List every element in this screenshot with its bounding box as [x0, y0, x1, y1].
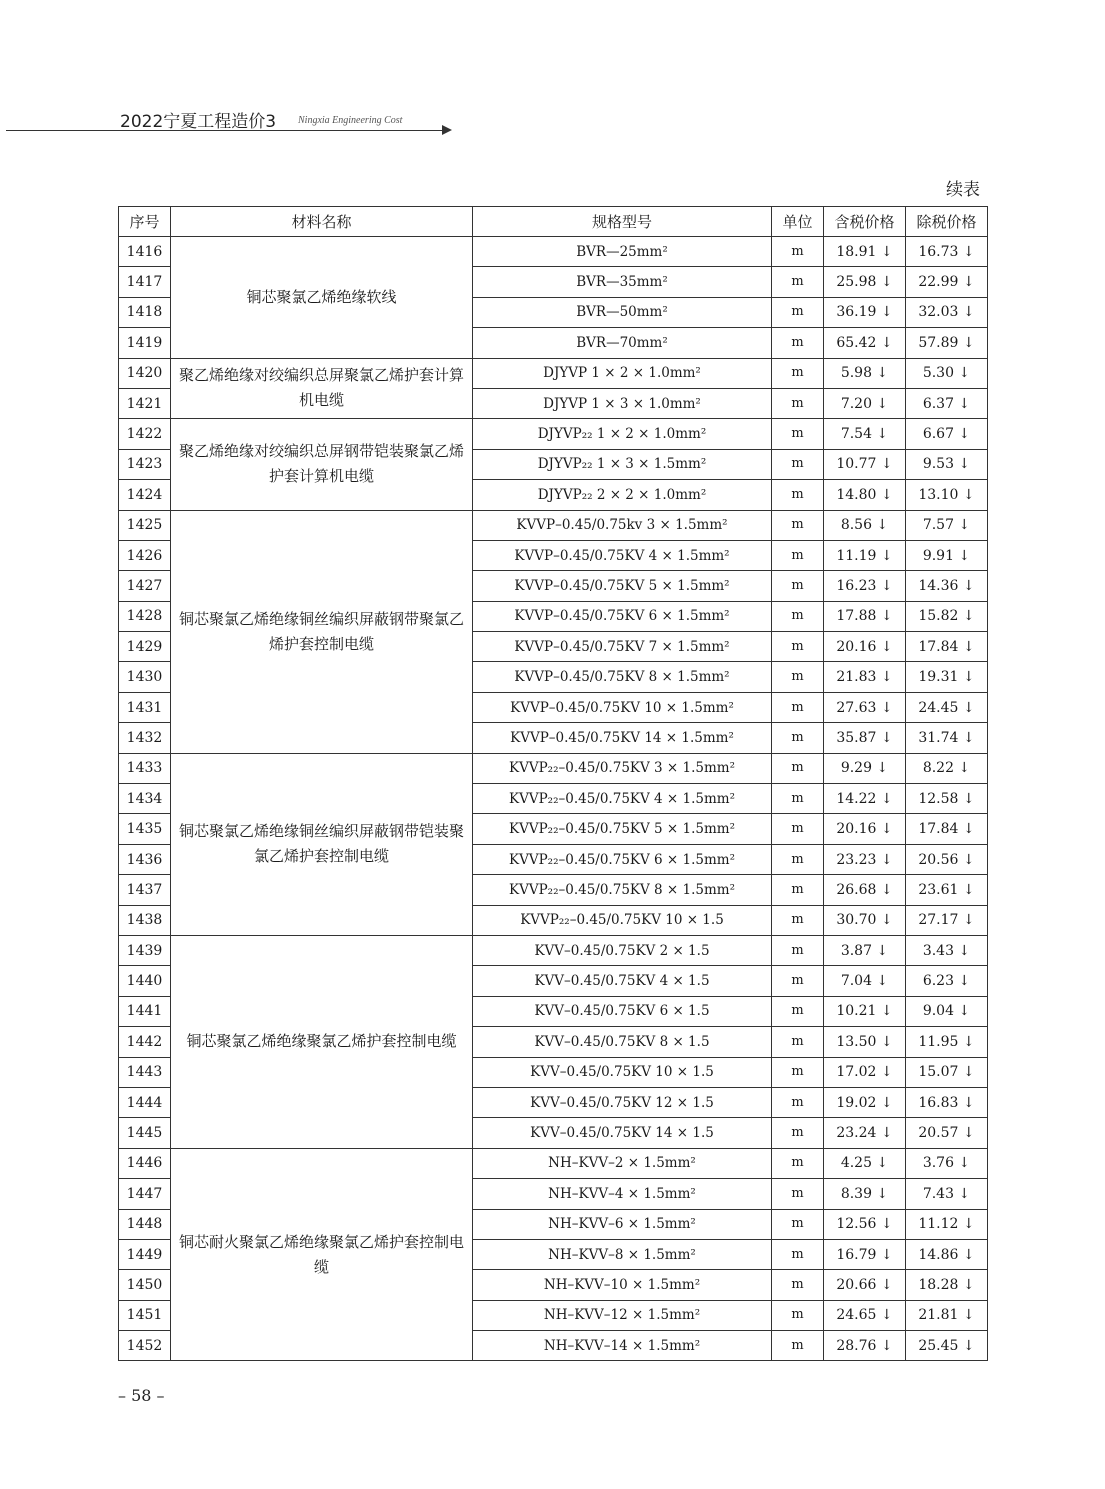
row-number: 1417: [119, 267, 171, 297]
price-tax-inclusive: 20.16 ↓: [824, 814, 906, 844]
table-row: [119, 1148, 988, 1178]
row-number: 1430: [119, 662, 171, 692]
row-number: 1416: [119, 237, 171, 267]
price-tax-exclusive: 7.43 ↓: [906, 1179, 988, 1209]
unit: m: [772, 844, 824, 874]
unit: m: [772, 1118, 824, 1148]
price-tax-inclusive: 8.39 ↓: [824, 1179, 906, 1209]
price-tax-inclusive: 17.02 ↓: [824, 1057, 906, 1087]
unit: m: [772, 935, 824, 965]
price-tax-inclusive: 7.20 ↓: [824, 388, 906, 418]
row-number: 1429: [119, 632, 171, 662]
price-tax-inclusive: 36.19 ↓: [824, 297, 906, 327]
spec-model: KVV–0.45/0.75KV 10 × 1.5: [473, 1057, 772, 1087]
spec-model: KVVP₂₂–0.45/0.75KV 5 × 1.5mm²: [473, 814, 772, 844]
unit: m: [772, 1331, 824, 1361]
row-number: 1427: [119, 571, 171, 601]
spec-model: NH–KVV–14 × 1.5mm²: [473, 1331, 772, 1361]
price-tax-inclusive: 8.56 ↓: [824, 510, 906, 540]
row-number: 1441: [119, 996, 171, 1026]
price-tax-inclusive: 12.56 ↓: [824, 1209, 906, 1239]
unit: m: [772, 996, 824, 1026]
price-tax-inclusive: 23.23 ↓: [824, 844, 906, 874]
material-name: 聚乙烯绝缘对绞编织总屏钢带铠装聚氯乙烯护套计算机电缆: [171, 419, 473, 510]
price-tax-inclusive: 18.91 ↓: [824, 237, 906, 267]
unit: m: [772, 692, 824, 722]
unit: m: [772, 723, 824, 753]
spec-model: DJYVP₂₂ 1 × 3 × 1.5mm²: [473, 449, 772, 479]
spec-model: KVV–0.45/0.75KV 2 × 1.5: [473, 935, 772, 965]
spec-model: DJYVP 1 × 3 × 1.0mm²: [473, 388, 772, 418]
table-row: [119, 753, 988, 783]
table-row: [119, 358, 988, 388]
price-tax-exclusive: 15.07 ↓: [906, 1057, 988, 1087]
row-number: 1437: [119, 875, 171, 905]
page-header: [0, 105, 470, 135]
price-tax-inclusive: 4.25 ↓: [824, 1148, 906, 1178]
unit: m: [772, 1239, 824, 1269]
row-number: 1418: [119, 297, 171, 327]
material-name: 铜芯聚氯乙烯绝缘软线: [171, 237, 473, 359]
price-tax-exclusive: 19.31 ↓: [906, 662, 988, 692]
price-tax-inclusive: 30.70 ↓: [824, 905, 906, 935]
price-table: [118, 206, 988, 1361]
price-tax-inclusive: 10.21 ↓: [824, 996, 906, 1026]
column-header-tax-exclusive: 除税价格: [906, 207, 988, 237]
price-tax-inclusive: 35.87 ↓: [824, 723, 906, 753]
spec-model: KVVP₂₂–0.45/0.75KV 10 × 1.5: [473, 905, 772, 935]
unit: m: [772, 540, 824, 570]
price-tax-exclusive: 3.76 ↓: [906, 1148, 988, 1178]
price-tax-inclusive: 24.65 ↓: [824, 1300, 906, 1330]
page-number: – 58 –: [118, 1386, 165, 1405]
unit: m: [772, 1027, 824, 1057]
unit: m: [772, 419, 824, 449]
row-number: 1431: [119, 692, 171, 722]
spec-model: NH–KVV–4 × 1.5mm²: [473, 1179, 772, 1209]
price-tax-exclusive: 15.82 ↓: [906, 601, 988, 631]
spec-model: KVVP–0.45/0.75KV 10 × 1.5mm²: [473, 692, 772, 722]
price-tax-exclusive: 22.99 ↓: [906, 267, 988, 297]
price-tax-inclusive: 3.87 ↓: [824, 935, 906, 965]
unit: m: [772, 267, 824, 297]
spec-model: KVVP₂₂–0.45/0.75KV 4 × 1.5mm²: [473, 784, 772, 814]
spec-model: KVV–0.45/0.75KV 8 × 1.5: [473, 1027, 772, 1057]
price-tax-inclusive: 16.79 ↓: [824, 1239, 906, 1269]
price-tax-inclusive: 7.04 ↓: [824, 966, 906, 996]
header-rule: [6, 130, 446, 131]
price-tax-inclusive: 27.63 ↓: [824, 692, 906, 722]
price-tax-exclusive: 6.37 ↓: [906, 388, 988, 418]
row-number: 1445: [119, 1118, 171, 1148]
unit: m: [772, 1209, 824, 1239]
spec-model: NH–KVV–12 × 1.5mm²: [473, 1300, 772, 1330]
row-number: 1450: [119, 1270, 171, 1300]
price-tax-inclusive: 9.29 ↓: [824, 753, 906, 783]
price-tax-inclusive: 10.77 ↓: [824, 449, 906, 479]
unit: m: [772, 328, 824, 358]
row-number: 1442: [119, 1027, 171, 1057]
row-number: 1440: [119, 966, 171, 996]
unit: m: [772, 449, 824, 479]
price-tax-inclusive: 17.88 ↓: [824, 601, 906, 631]
row-number: 1446: [119, 1148, 171, 1178]
spec-model: NH–KVV–2 × 1.5mm²: [473, 1148, 772, 1178]
row-number: 1428: [119, 601, 171, 631]
price-tax-exclusive: 14.36 ↓: [906, 571, 988, 601]
unit: m: [772, 662, 824, 692]
unit: m: [772, 297, 824, 327]
unit: m: [772, 814, 824, 844]
price-tax-exclusive: 6.23 ↓: [906, 966, 988, 996]
material-name: 铜芯聚氯乙烯绝缘铜丝编织屏蔽钢带铠装聚氯乙烯护套控制电缆: [171, 753, 473, 935]
table-row: [119, 510, 988, 540]
price-tax-inclusive: 20.66 ↓: [824, 1270, 906, 1300]
row-number: 1452: [119, 1331, 171, 1361]
price-tax-inclusive: 13.50 ↓: [824, 1027, 906, 1057]
price-tax-inclusive: 28.76 ↓: [824, 1331, 906, 1361]
price-tax-exclusive: 17.84 ↓: [906, 632, 988, 662]
spec-model: NH–KVV–10 × 1.5mm²: [473, 1270, 772, 1300]
row-number: 1421: [119, 388, 171, 418]
price-tax-inclusive: 14.80 ↓: [824, 480, 906, 510]
price-tax-inclusive: 25.98 ↓: [824, 267, 906, 297]
spec-model: KVVP–0.45/0.75KV 8 × 1.5mm²: [473, 662, 772, 692]
journal-subtitle: Ningxia Engineering Cost: [298, 115, 403, 126]
price-tax-exclusive: 24.45 ↓: [906, 692, 988, 722]
row-number: 1435: [119, 814, 171, 844]
price-tax-exclusive: 18.28 ↓: [906, 1270, 988, 1300]
price-tax-inclusive: 21.83 ↓: [824, 662, 906, 692]
price-tax-exclusive: 16.83 ↓: [906, 1087, 988, 1117]
price-tax-exclusive: 9.91 ↓: [906, 540, 988, 570]
spec-model: KVV–0.45/0.75KV 14 × 1.5: [473, 1118, 772, 1148]
material-name: 铜芯聚氯乙烯绝缘聚氯乙烯护套控制电缆: [171, 935, 473, 1148]
price-tax-exclusive: 23.61 ↓: [906, 875, 988, 905]
price-tax-exclusive: 27.17 ↓: [906, 905, 988, 935]
row-number: 1426: [119, 540, 171, 570]
row-number: 1436: [119, 844, 171, 874]
unit: m: [772, 905, 824, 935]
price-tax-inclusive: 5.98 ↓: [824, 358, 906, 388]
price-tax-exclusive: 21.81 ↓: [906, 1300, 988, 1330]
unit: m: [772, 1300, 824, 1330]
material-name: 铜芯耐火聚氯乙烯绝缘聚氯乙烯护套控制电缆: [171, 1148, 473, 1361]
material-name: 铜芯聚氯乙烯绝缘铜丝编织屏蔽钢带聚氯乙烯护套控制电缆: [171, 510, 473, 753]
unit: m: [772, 1148, 824, 1178]
unit: m: [772, 601, 824, 631]
column-header-tax-inclusive: 含税价格: [824, 207, 906, 237]
price-tax-inclusive: 16.23 ↓: [824, 571, 906, 601]
price-tax-exclusive: 20.56 ↓: [906, 844, 988, 874]
row-number: 1422: [119, 419, 171, 449]
price-tax-exclusive: 9.04 ↓: [906, 996, 988, 1026]
spec-model: BVR—25mm²: [473, 237, 772, 267]
unit: m: [772, 1270, 824, 1300]
continued-label: 续表: [946, 180, 980, 200]
price-tax-exclusive: 31.74 ↓: [906, 723, 988, 753]
spec-model: KVVP₂₂–0.45/0.75KV 6 × 1.5mm²: [473, 844, 772, 874]
row-number: 1419: [119, 328, 171, 358]
price-tax-inclusive: 19.02 ↓: [824, 1087, 906, 1117]
price-tax-inclusive: 20.16 ↓: [824, 632, 906, 662]
row-number: 1451: [119, 1300, 171, 1330]
spec-model: KVVP–0.45/0.75KV 14 × 1.5mm²: [473, 723, 772, 753]
row-number: 1424: [119, 480, 171, 510]
spec-model: KVVP₂₂–0.45/0.75KV 3 × 1.5mm²: [473, 753, 772, 783]
unit: m: [772, 358, 824, 388]
price-tax-inclusive: 26.68 ↓: [824, 875, 906, 905]
price-tax-exclusive: 25.45 ↓: [906, 1331, 988, 1361]
table-header-row: [119, 207, 988, 237]
price-tax-inclusive: 7.54 ↓: [824, 419, 906, 449]
row-number: 1434: [119, 784, 171, 814]
column-header-name: 材料名称: [171, 207, 473, 237]
material-name: 聚乙烯绝缘对绞编织总屏聚氯乙烯护套计算机电缆: [171, 358, 473, 419]
row-number: 1444: [119, 1087, 171, 1117]
header-arrow-icon: [442, 125, 452, 135]
row-number: 1425: [119, 510, 171, 540]
spec-model: KVVP–0.45/0.75KV 6 × 1.5mm²: [473, 601, 772, 631]
price-tax-exclusive: 57.89 ↓: [906, 328, 988, 358]
price-tax-exclusive: 5.30 ↓: [906, 358, 988, 388]
journal-title: 2022宁夏工程造价3: [120, 112, 277, 132]
spec-model: KVVP–0.45/0.75KV 4 × 1.5mm²: [473, 540, 772, 570]
column-header-unit: 单位: [772, 207, 824, 237]
price-tax-inclusive: 23.24 ↓: [824, 1118, 906, 1148]
spec-model: KVV–0.45/0.75KV 6 × 1.5: [473, 996, 772, 1026]
column-header-spec: 规格型号: [473, 207, 772, 237]
row-number: 1433: [119, 753, 171, 783]
unit: m: [772, 784, 824, 814]
unit: m: [772, 966, 824, 996]
row-number: 1443: [119, 1057, 171, 1087]
price-tax-exclusive: 7.57 ↓: [906, 510, 988, 540]
column-header-no: 序号: [119, 207, 171, 237]
row-number: 1420: [119, 358, 171, 388]
price-tax-exclusive: 6.67 ↓: [906, 419, 988, 449]
table-row: [119, 419, 988, 449]
price-tax-exclusive: 3.43 ↓: [906, 935, 988, 965]
row-number: 1438: [119, 905, 171, 935]
price-tax-exclusive: 9.53 ↓: [906, 449, 988, 479]
spec-model: KVV–0.45/0.75KV 12 × 1.5: [473, 1087, 772, 1117]
price-tax-exclusive: 12.58 ↓: [906, 784, 988, 814]
price-tax-exclusive: 16.73 ↓: [906, 237, 988, 267]
price-tax-inclusive: 11.19 ↓: [824, 540, 906, 570]
spec-model: NH–KVV–6 × 1.5mm²: [473, 1209, 772, 1239]
row-number: 1432: [119, 723, 171, 753]
spec-model: KVV–0.45/0.75KV 4 × 1.5: [473, 966, 772, 996]
row-number: 1439: [119, 935, 171, 965]
unit: m: [772, 753, 824, 783]
unit: m: [772, 388, 824, 418]
unit: m: [772, 480, 824, 510]
row-number: 1449: [119, 1239, 171, 1269]
price-tax-exclusive: 8.22 ↓: [906, 753, 988, 783]
unit: m: [772, 1057, 824, 1087]
table-row: [119, 237, 988, 267]
price-tax-exclusive: 11.95 ↓: [906, 1027, 988, 1057]
price-tax-inclusive: 65.42 ↓: [824, 328, 906, 358]
unit: m: [772, 875, 824, 905]
spec-model: BVR—35mm²: [473, 267, 772, 297]
price-tax-exclusive: 14.86 ↓: [906, 1239, 988, 1269]
unit: m: [772, 1179, 824, 1209]
spec-model: DJYVP 1 × 2 × 1.0mm²: [473, 358, 772, 388]
unit: m: [772, 1087, 824, 1117]
price-tax-exclusive: 32.03 ↓: [906, 297, 988, 327]
price-tax-exclusive: 17.84 ↓: [906, 814, 988, 844]
spec-model: KVVP–0.45/0.75KV 7 × 1.5mm²: [473, 632, 772, 662]
spec-model: BVR—50mm²: [473, 297, 772, 327]
table-body: [119, 237, 988, 1361]
row-number: 1448: [119, 1209, 171, 1239]
unit: m: [772, 571, 824, 601]
spec-model: BVR—70mm²: [473, 328, 772, 358]
row-number: 1423: [119, 449, 171, 479]
price-tax-exclusive: 13.10 ↓: [906, 480, 988, 510]
spec-model: KVVP₂₂–0.45/0.75KV 8 × 1.5mm²: [473, 875, 772, 905]
table-row: [119, 935, 988, 965]
spec-model: NH–KVV–8 × 1.5mm²: [473, 1239, 772, 1269]
spec-model: DJYVP₂₂ 1 × 2 × 1.0mm²: [473, 419, 772, 449]
price-tax-inclusive: 14.22 ↓: [824, 784, 906, 814]
price-tax-exclusive: 11.12 ↓: [906, 1209, 988, 1239]
price-tax-exclusive: 20.57 ↓: [906, 1118, 988, 1148]
spec-model: DJYVP₂₂ 2 × 2 × 1.0mm²: [473, 480, 772, 510]
row-number: 1447: [119, 1179, 171, 1209]
unit: m: [772, 237, 824, 267]
unit: m: [772, 632, 824, 662]
unit: m: [772, 510, 824, 540]
spec-model: KVVP–0.45/0.75kv 3 × 1.5mm²: [473, 510, 772, 540]
spec-model: KVVP–0.45/0.75KV 5 × 1.5mm²: [473, 571, 772, 601]
